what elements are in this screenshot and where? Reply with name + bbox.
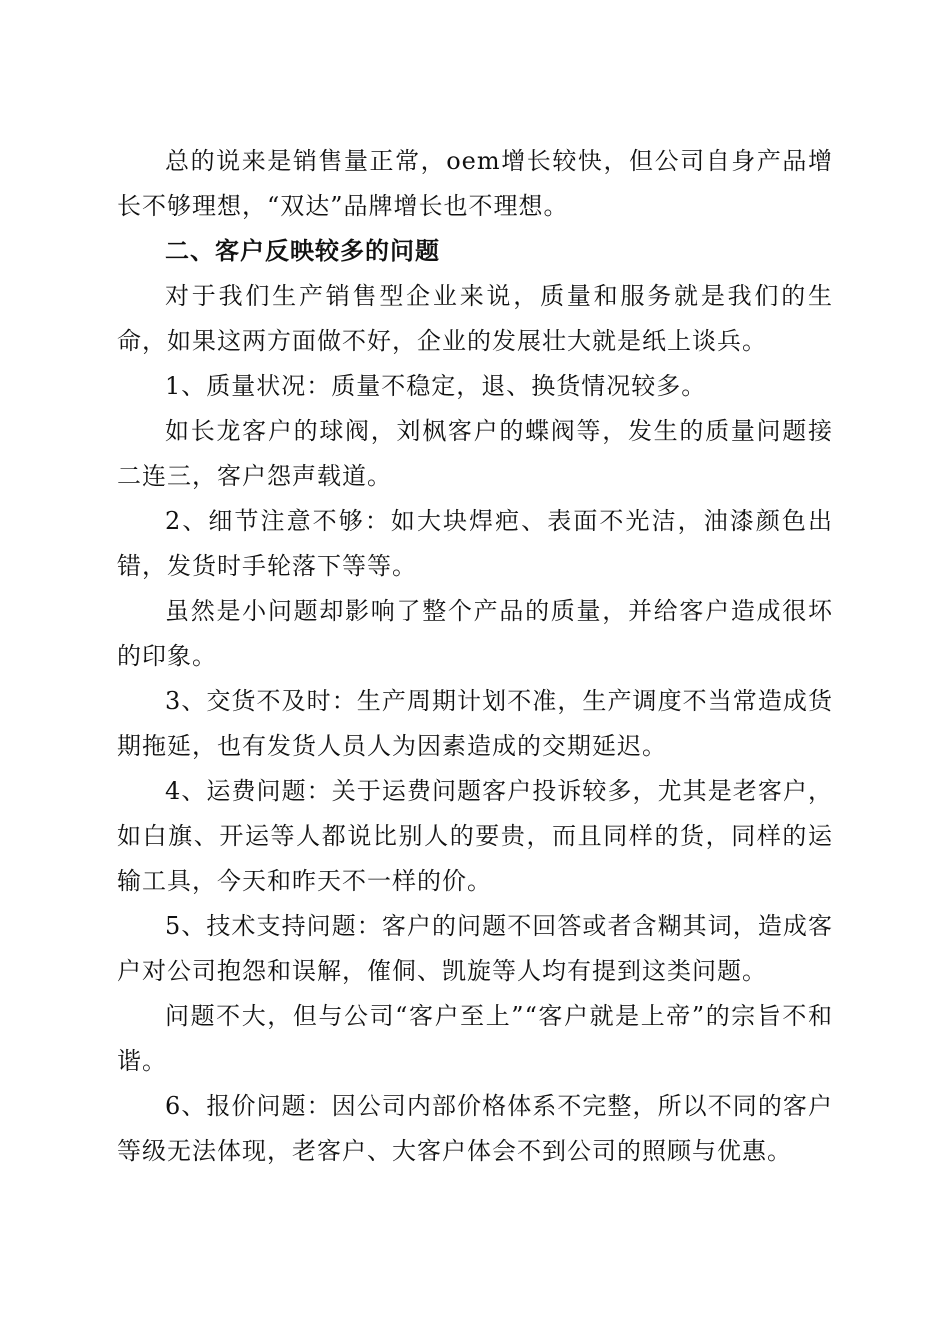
paragraph-item-5-tech-support: 5、技术支持问题：客户的问题不回答或者含糊其词，造成客户对公司抱怨和误解，傕侗、凯旋等人均有提到这类问题。 — [117, 912, 833, 985]
paragraph-summary: 总的说来是销售量正常，oem增长较快，但公司自身产品增长不够理想，“双达”品牌增长也不理想。 — [117, 147, 833, 220]
paragraph-details-impact: 虽然是小问题却影响了整个产品的质量，并给客户造成很坏的印象。 — [117, 597, 833, 670]
paragraph-quality-example: 如长龙客户的球阀，刘枫客户的蝶阀等，发生的质量问题接二连三，客户怨声载道。 — [117, 417, 833, 490]
paragraph-item-4-freight: 4、运费问题：关于运费问题客户投诉较多，尤其是老客户，如白旗、开运等人都说比别人的要贵，而且同样的货，同样的运输工具，今天和昨天不一样的价。 — [117, 777, 833, 895]
paragraph-item-1-quality: 1、质量状况：质量不稳定，退、换货情况较多。 — [165, 372, 707, 400]
section-heading-customer-issues: 二、客户反映较多的问题 — [165, 237, 440, 265]
paragraph-tech-support-note: 问题不大，但与公司“客户至上”“客户就是上帝”的宗旨不和谐。 — [117, 1002, 833, 1075]
document-body — [117, 139, 833, 1174]
paragraph-item-6-quotation: 6、报价问题：因公司内部价格体系不完整，所以不同的客户等级无法体现，老客户、大客户体会不到公司的照顾与优惠。 — [117, 1092, 833, 1165]
paragraph-item-3-delivery: 3、交货不及时：生产周期计划不准，生产调度不当常造成货期拖延，也有发货人员人为因素造成的交期延迟。 — [117, 687, 833, 760]
paragraph-quality-service: 对于我们生产销售型企业来说，质量和服务就是我们的生命，如果这两方面做不好，企业的发展壮大就是纸上谈兵。 — [117, 282, 833, 355]
paragraph-item-2-details: 2、细节注意不够：如大块焊疤、表面不光洁，油漆颜色出错，发货时手轮落下等等。 — [117, 507, 833, 580]
